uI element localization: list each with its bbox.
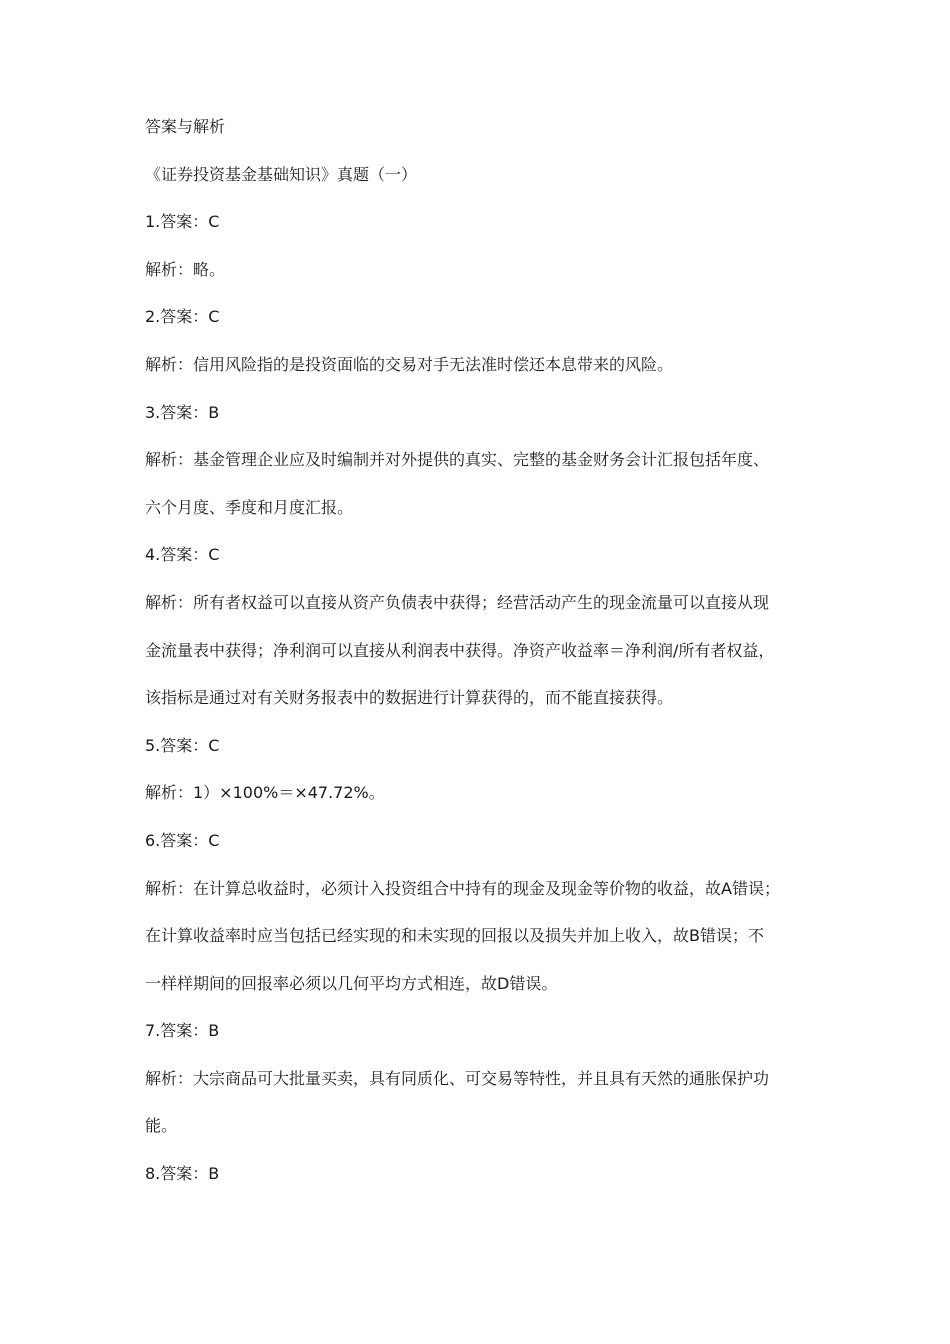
- exam-title: 《证券投资基金基础知识》真题（一）: [145, 164, 418, 184]
- answer-line: 8.答案：B: [145, 1164, 220, 1184]
- explanation-line: 解析：基金管理企业应及时编制并对外提供的真实、完整的基金财务会计汇报包括年度、: [145, 450, 770, 470]
- explanation-line: 解析：大宗商品可大批量买卖，具有同质化、可交易等特性，并且具有天然的通胀保护功: [145, 1068, 770, 1088]
- answer-line: 1.答案：C: [145, 212, 220, 232]
- explanation-line: 一样样期间的回报率必须以几何平均方式相连，故D错误。: [145, 973, 558, 993]
- explanation-line: 六个月度、季度和月度汇报。: [145, 497, 354, 517]
- explanation-line: 在计算收益率时应当包括已经实现的和未实现的回报以及损失并加上收入，故B错误；不: [145, 926, 764, 946]
- answer-line: 2.答案：C: [145, 307, 220, 327]
- answer-line: 3.答案：B: [145, 402, 220, 422]
- answer-line: 6.答案：C: [145, 830, 220, 850]
- answer-line: 4.答案：C: [145, 545, 220, 565]
- explanation-line: 金流量表中获得；净利润可以直接从利润表中获得。净资产收益率＝净利润/所有者权益，: [145, 640, 775, 660]
- explanation-line: 解析：在计算总收益时，必须计入投资组合中持有的现金及现金等价物的收益，故A错误；: [145, 878, 780, 898]
- answer-line: 5.答案：C: [145, 735, 220, 755]
- document-body: [145, 112, 815, 1207]
- explanation-line: 该指标是通过对有关财务报表中的数据进行计算获得的，而不能直接获得。: [145, 688, 674, 708]
- explanation-line: 解析：略。: [145, 259, 226, 279]
- explanation-line: 能。: [145, 1116, 178, 1136]
- explanation-line: 解析：所有者权益可以直接从资产负债表中获得；经营活动产生的现金流量可以直接从现: [145, 592, 770, 612]
- section-heading: 答案与解析: [145, 117, 226, 136]
- answer-line: 7.答案：B: [145, 1021, 220, 1041]
- explanation-line: 解析：信用风险指的是投资面临的交易对手无法准时偿还本息带来的风险。: [145, 354, 674, 374]
- explanation-line: 解析：1）×100%＝×47.72%。: [145, 783, 385, 803]
